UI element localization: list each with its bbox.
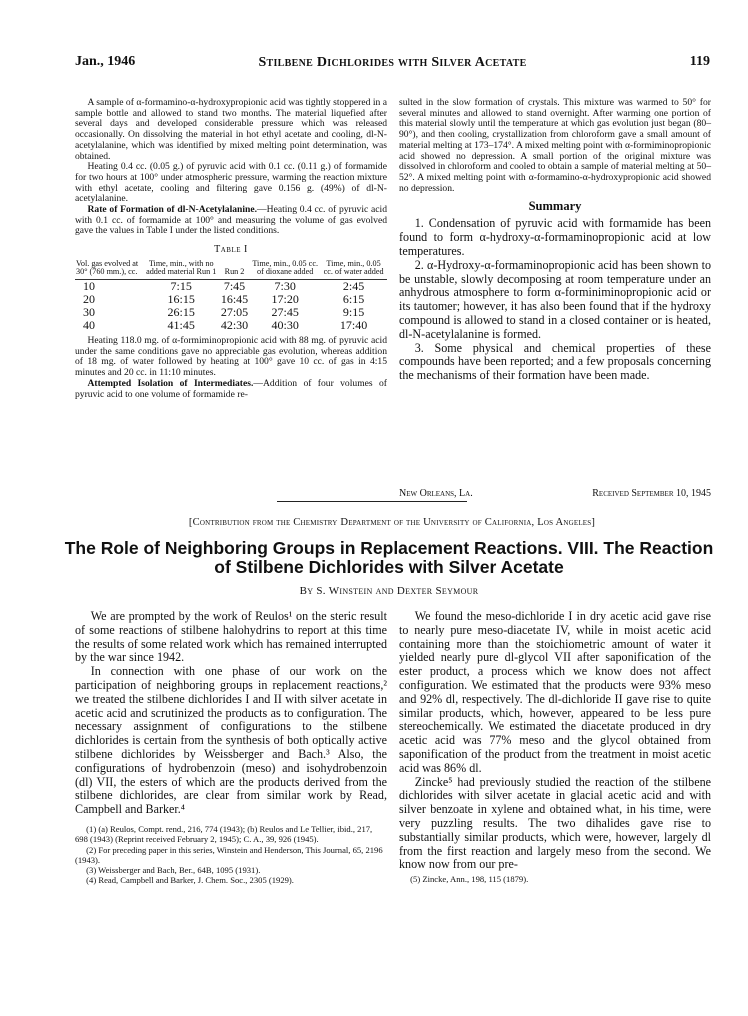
title-line: of Stilbene Dichlorides with Silver Acetate — [214, 557, 564, 577]
paragraph: Heating 0.4 cc. (0.05 g.) of pyruvic acid with 0.1 cc. (0.11 g.) of formamide for two hours at 100° under atmospheric pressure, warming the reaction mixture with ethyl acetate, cooling and filtering gave 0.156 g. (49%) of dl-N-acetylalanine. — [75, 161, 387, 205]
table-cell: 27:05 — [220, 305, 249, 320]
data-table — [75, 260, 387, 332]
table-cell: 42:30 — [220, 318, 249, 333]
paragraph: Zincke⁵ had previously studied the reaction of the stilbene dichlorides with silver acetate in glacial acetic acid and with silver benzoate in xylene and obtained what, in his time, were very puzzling results. The two dihalides gave rise to substantially similar products, which were, however, largely dl from the first reaction and largely meso from the second. We know now from our pre- — [399, 774, 711, 872]
footnote: (2) For preceding paper in this series, Winstein and Henderson, This Journal, 65, 2196 (1943). — [75, 844, 383, 865]
signature-line — [399, 488, 711, 499]
table-header: Time, min., 0.05 cc. of water added — [320, 260, 387, 280]
location: New Orleans, La. — [399, 488, 473, 499]
paragraph — [75, 205, 387, 237]
footnote: (4) Read, Campbell and Barker, J. Chem. Soc., 2305 (1929). — [86, 875, 294, 886]
table-cell: 16:45 — [220, 292, 249, 307]
running-header — [75, 54, 710, 74]
footnotes — [399, 874, 711, 884]
table-header: Vol. gas evolved at 30° (760 mm.), cc. — [75, 260, 144, 280]
article-right-column — [399, 610, 711, 884]
table-cell: 27:45 — [271, 305, 299, 320]
upper-left-column — [75, 98, 387, 400]
table-cell: 30 — [83, 305, 95, 320]
table-cell: 7:45 — [223, 279, 246, 294]
section-divider — [277, 501, 467, 502]
table-header: Run 2 — [219, 260, 250, 280]
table-cell: 9:15 — [342, 305, 365, 320]
article-title — [40, 539, 738, 577]
received-date: Received September 10, 1945 — [592, 488, 711, 499]
table-cell: 2:45 — [342, 279, 365, 294]
byline: By S. Winstein and Dexter Seymour — [299, 585, 479, 597]
upper-right-column — [399, 98, 711, 383]
title-line: The Role of Neighboring Groups in Replacement Reactions. VIII. The Reaction — [64, 538, 714, 558]
summary-item: 2. α-Hydroxy-α-formaminopropionic acid has been shown to be unstable, slowly decomposing at room temperature under an anhydrous atmosphere to form α-forminiminopropionic acid or its tautomer; however, it has also been found that if the hydroxy compound is allowed to stand in a closed container or is heated, dl-N-acetylalanine is formed. — [399, 257, 711, 341]
paragraph-body: —Heating 0.4 cc. of pyruvic acid with 0.1 cc. of formamide at 100° and measuring the volume of gas evolved gave the values in Table I under the listed conditions. — [75, 204, 387, 237]
table-header: Time, min., 0.05 cc. of dioxane added — [250, 260, 320, 280]
table-cell: 41:45 — [167, 318, 195, 333]
table-cell: 16:15 — [167, 292, 195, 307]
summary-item: 3. Some physical and chemical properties of these compounds have been reported; and a few proposals concerning the mechanisms of their formation have been made. — [399, 340, 711, 383]
paragraph: Heating 118.0 mg. of α-formiminopropionic acid with 88 mg. of pyruvic acid under the same conditions gave no appreciable gas evolution, whereas addition of 18 mg. of water followed by heating at 100° gave 10 cc. of gas in 4:15 minutes and 20 cc. in 11:10 minutes. — [75, 335, 387, 379]
footnotes — [75, 824, 387, 886]
paragraph: We found the meso-dichloride I in dry acetic acid gave rise to nearly pure meso-diacetate IV, while in moist acetic acid containing more than the stoichiometric amount of water it yielded nearly pure dl-glycol VII after saponification of the ester product, a process which we know does not affect configuration. We estimated that the products were 93% meso and 92% dl, respectively. The dl-dichloride II gave rise to quite similar products, which, however, appeared to be less pure stereochemically. We estimated the diacetate produced in dry acetic acid was 77% meso and the glycol obtained from saponification of the product from the treatment in moist acetic acid was 86% dl. — [399, 609, 711, 775]
table-cell: 17:40 — [339, 318, 368, 333]
table-cell: 7:30 — [274, 279, 296, 294]
table-cell: 10 — [83, 279, 95, 294]
journal-date: Jan., 1946 — [75, 54, 136, 69]
table-row — [75, 306, 387, 319]
footnote: (3) Weissberger and Bach, Ber., 64B, 1095 (1931). — [86, 865, 261, 876]
table-cell: 40:30 — [271, 318, 299, 333]
table-cell: 40 — [83, 318, 95, 333]
paragraph-body: —Addition of four volumes of pyruvic acid to one volume of formamide re- — [75, 377, 387, 400]
contribution-line: [Contribution from the Chemistry Department of the University of California, Los Angeles] — [188, 517, 596, 528]
table-cell: 26:15 — [167, 305, 195, 320]
running-title: Stilbene Dichlorides with Silver Acetate — [258, 55, 527, 70]
paragraph: In connection with one phase of our work on the participation of neighboring groups in replacement reactions,² we treated the stilbene dichlorides I and II with silver acetate in acetic acid and scrutinized the products as to configuration. The necessary assignment of configurations to the stilbene dichlorides is certain from the synthesis of both optically active stilbene dichlorides by Weissberger and Bach.³ Also, the configurations of hydrobenzoin (meso) and isohydrobenzoin (dl) VII, the esters of which are the products derived from the stilbene dichlorides, are clear from similar work by Read, Campbell and Barker.⁴ — [75, 664, 387, 817]
table-cell: 7:15 — [170, 279, 192, 294]
table-row — [75, 293, 387, 306]
run-in-heading: Attempted Isolation of Intermediates. — [87, 377, 254, 389]
article-left-column — [75, 610, 387, 886]
table-row — [75, 319, 387, 332]
run-in-heading: Rate of Formation of dl-N-Acetylalanine. — [87, 204, 258, 216]
paragraph: sulted in the slow formation of crystals. This mixture was warmed to 50° for several minutes and allowed to stand overnight. After warming one portion of this material slowly until the temperature at which gas evolution just began (80–90°), and then cooling, crystallization from chloroform gave a small amount of material melting at 173–174°. A mixed melting point with α-formiminopropionic acid showed no depression. A small portion of the original mixture was dissolved in chloroform and cooled to obtain a sample of material melting at 50–52°. A mixed melting point with α-formamino-α-hydroxypropionic acid showed no depression. — [399, 97, 711, 194]
summary-item: 1. Condensation of pyruvic acid with formamide has been found to form α-hydroxy-α-formaminopropionic acid at low temperatures. — [399, 216, 711, 258]
footnote: (1) (a) Reulos, Compt. rend., 216, 774 (1943); (b) Reulos and Le Tellier, ibid., 217, 698 (1943) (Reprint received February 2, 1945); C. A., 39, 926 (1945). — [75, 823, 373, 845]
table-row — [75, 280, 387, 294]
footnote: (5) Zincke, Ann., 198, 115 (1879). — [410, 874, 529, 885]
paragraph — [75, 379, 387, 400]
summary-heading: Summary — [528, 199, 582, 214]
page-number: 119 — [689, 54, 710, 69]
table-header-row — [75, 260, 387, 280]
table-title: Table I — [214, 244, 248, 256]
table-cell: 20 — [83, 292, 95, 307]
paragraph: We are prompted by the work of Reulos¹ on the steric result of some reactions of stilbene halohydrins to report at this time the results of some related work which has remained interrupted by the war since 1942. — [75, 609, 387, 665]
table-cell: 17:20 — [271, 292, 299, 307]
table-cell: 6:15 — [342, 292, 365, 307]
table-header: Time, min., with no added material Run 1 — [144, 260, 219, 280]
paragraph: A sample of α-formamino-α-hydroxypropionic acid was tightly stoppered in a sample bottle and allowed to stand two months. The material liquefied after several days and developed considerable pressure which was released occasionally. On dissolving the material in hot ethyl acetate and cooling, dl-N-acetylalanine, which was identified by mixed melting point determination, was obtained. — [75, 97, 387, 162]
